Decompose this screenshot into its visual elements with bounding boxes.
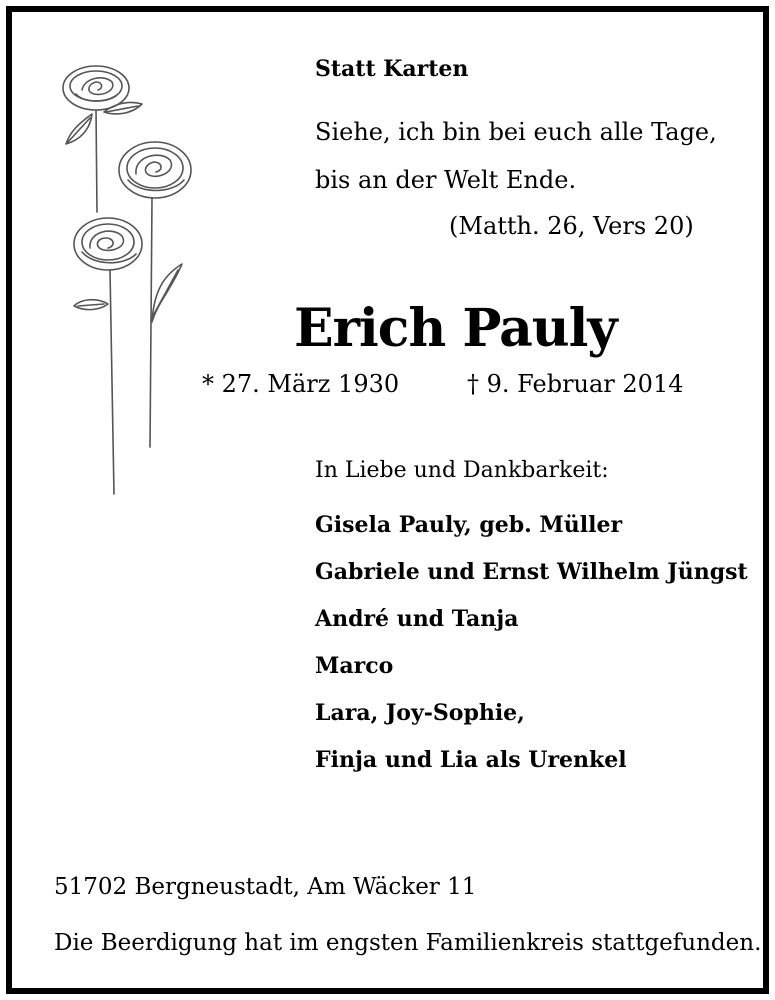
mourner-name: Gabriele und Ernst Wilhelm Jüngst <box>315 559 748 585</box>
rose-bottom-icon <box>74 218 142 494</box>
death-date: † 9. Februar 2014 <box>467 370 684 398</box>
deceased-name: Erich Pauly <box>294 298 617 359</box>
address: 51702 Bergneustadt, Am Wäcker 11 <box>54 874 477 900</box>
mourner-name: André und Tanja <box>315 606 519 632</box>
mourner-name: Gisela Pauly, geb. Müller <box>315 512 623 538</box>
verse-line-1: Siehe, ich bin bei euch alle Tage, <box>315 118 717 146</box>
mourner-name: Finja und Lia als Urenkel <box>315 747 627 773</box>
roses-icon <box>52 52 192 502</box>
mourners-intro: In Liebe und Dankbarkeit: <box>315 458 609 483</box>
burial-note: Die Beerdigung hat im engsten Familienkreis stattgefunden. <box>54 930 762 956</box>
rose-middle-icon <box>119 142 191 447</box>
obituary-notice <box>6 6 769 994</box>
verse-line-2: bis an der Welt Ende. <box>315 166 577 194</box>
mourner-name: Marco <box>315 653 394 679</box>
verse-reference: (Matth. 26, Vers 20) <box>449 212 694 240</box>
birth-date: * 27. März 1930 <box>202 370 400 398</box>
mourner-name: Lara, Joy-Sophie, <box>315 700 525 726</box>
statt-karten-heading: Statt Karten <box>315 56 469 82</box>
